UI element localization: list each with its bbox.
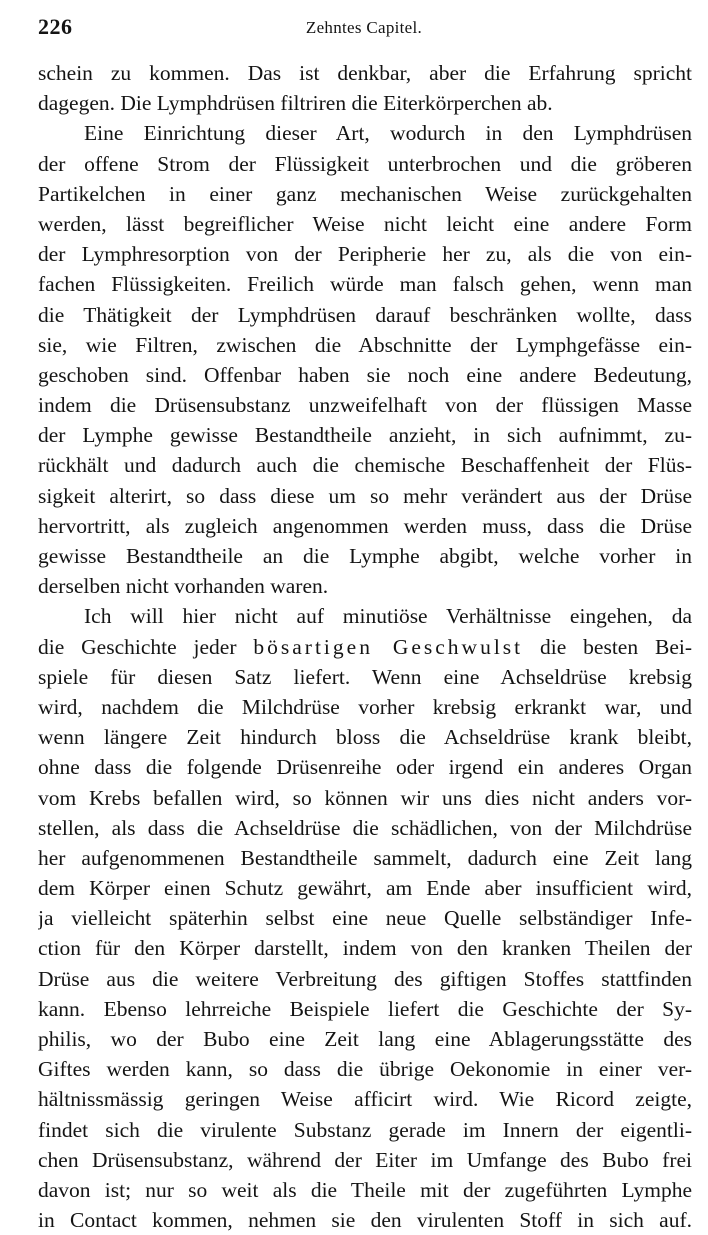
text-line: fachen Flüssigkeiten. Freilich würde man falsch gehen, wenn man [38, 272, 692, 297]
text-line: philis, wo der Bubo eine Zeit lang eine Ablagerungsstätte des [38, 1027, 692, 1051]
chapter-title: Zehntes Capitel. [305, 18, 423, 37]
text-line: in Contact kommen, nehmen sie den virulenten Stoff in sich auf. [38, 1208, 692, 1233]
text-line: kann. Ebenso lehrreiche Beispiele liefert die Geschichte der Sy- [38, 996, 692, 1021]
running-head [38, 14, 690, 40]
text-line: sigkeit alterirt, so dass diese um so mehr verändert aus der Drüse [38, 483, 692, 508]
text-line: werden, lässt begreiflicher Weise nicht leicht eine andere Form [38, 211, 692, 236]
text-line: ja vielleicht späterhin selbst eine neue Quelle selbständiger Infe- [38, 906, 692, 931]
text-line: indem die Drüsensubstanz unzweifelhaft von der flüssigen Masse [38, 393, 692, 418]
text-line: wenn längere Zeit hindurch bloss die Achseldrüse krank bleibt, [38, 725, 692, 750]
text-line: der offene Strom der Flüssigkeit unterbrochen und die gröberen [38, 151, 692, 176]
text-segment: die besten Bei- [523, 634, 692, 659]
text-line: ohne dass die folgende Drüsenreihe oder irgend ein anderes Organ [38, 755, 692, 780]
text-line: dagegen. Die Lymphdrüsen filtriren die Eiterkörperchen ab. [38, 91, 553, 116]
text-line: Partikelchen in einer ganz mechanischen Weise zurückgehalten [38, 181, 692, 206]
text-line: her aufgenommenen Bestandtheile sammelt, dadurch eine Zeit lang [38, 845, 692, 870]
text-line: gewisse Bestandtheile an die Lymphe abgibt, welche vorher in [38, 544, 692, 568]
text-line: derselben nicht vorhanden waren. [38, 574, 329, 599]
text-line: der Lymphresorption von der Peripherie her zu, als die von ein- [38, 242, 692, 267]
text-line: spiele für diesen Satz liefert. Wenn eine Achseldrüse krebsig [38, 664, 692, 689]
text-line: vom Krebs befallen wird, so können wir uns dies nicht anders vor- [38, 785, 692, 810]
text-line: schein zu kommen. Das ist denkbar, aber die Erfahrung spricht [38, 61, 692, 85]
text-line: sie, wie Filtren, zwischen die Abschnitte der Lymphgefässe ein- [38, 332, 692, 357]
text-line: Drüse aus die weitere Verbreitung des giftigen Stoffes stattfinden [38, 966, 692, 991]
text-line: dem Körper einen Schutz gewährt, am Ende aber insufficient wird, [38, 876, 692, 901]
text-line: davon ist; nur so weit als die Theile mit der zugeführten Lymphe [38, 1177, 692, 1202]
text-line: ction für den Körper darstellt, indem von den kranken Theilen der [38, 936, 692, 961]
text-line: Giftes werden kann, so dass die übrige Oekonomie in einer ver- [38, 1057, 692, 1082]
text-line [38, 632, 692, 662]
text-line: findet sich die virulente Substanz gerade im Innern der eigentli- [38, 1117, 692, 1142]
paragraph-first-line: Ich will hier nicht auf minutiöse Verhältnisse eingehen, da [84, 604, 692, 629]
text-line: wird, nachdem die Milchdrüse vorher krebsig erkrankt war, und [38, 694, 692, 719]
body-text [38, 58, 692, 1235]
text-line: hältnissmässig geringen Weise afficirt wird. Wie Ricord zeigte, [38, 1087, 692, 1112]
text-line: die Thätigkeit der Lymphdrüsen darauf beschränken wollte, dass [38, 302, 692, 327]
text-line: rückhält und dadurch auch die chemische Beschaffenheit der Flüs- [38, 453, 692, 478]
text-line: stellen, als dass die Achseldrüse die schädlichen, von der Milchdrüse [38, 815, 692, 840]
emphasized-phrase: bösartigen Geschwulst [253, 634, 524, 659]
paragraph-first-line: Eine Einrichtung dieser Art, wodurch in den Lymphdrüsen [84, 121, 692, 146]
text-line: geschoben sind. Offenbar haben sie noch eine andere Bedeutung, [38, 362, 692, 387]
text-segment: die Geschichte jeder [38, 634, 254, 659]
text-line: der Lymphe gewisse Bestandtheile anzieht, in sich aufnimmt, zu- [38, 423, 692, 448]
text-line: chen Drüsensubstanz, während der Eiter im Umfange des Bubo frei [38, 1147, 692, 1172]
text-line: hervortritt, als zugleich angenommen werden muss, dass die Drüse [38, 513, 692, 538]
page-number: 226 [38, 14, 73, 39]
